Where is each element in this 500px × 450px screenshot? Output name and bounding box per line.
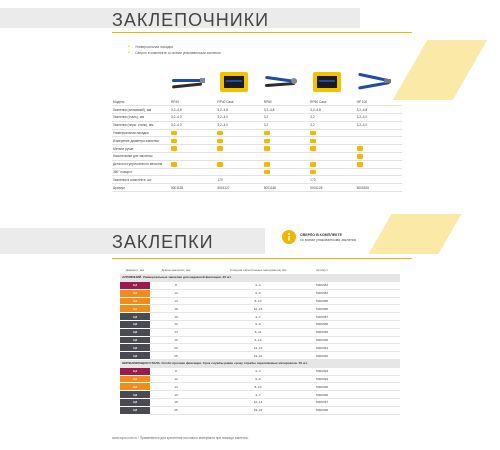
rivet-thickness: 19–22: [202, 406, 314, 414]
feature-yes-marker-icon: [217, 146, 223, 151]
feature-item: • Сверло в комплекте со всеми упакованными заклепок: [128, 50, 221, 56]
rivet-thickness: 6–9: [202, 321, 314, 329]
spec-row-label: Заклепки (нерж. сталь), мм: [112, 121, 170, 129]
rivet-thickness: 9–12: [202, 336, 314, 344]
rivet-diameter: 4,0: [120, 305, 150, 313]
rivet-length: 18: [150, 305, 202, 313]
spec-feature-cell: [309, 137, 355, 145]
spec-feature-cell: [309, 145, 355, 153]
drill-included-title: СВЕРЛО В КОМПЛЕКТЕ: [300, 233, 343, 237]
rivet-article: 5000390: [314, 336, 400, 344]
riveter-hp100-image: [356, 70, 392, 94]
spec-feature-cell: [216, 168, 262, 176]
rivets-table: [120, 266, 400, 415]
feature-item: • Универсальная насадка: [128, 44, 221, 50]
rivet-diameter: 3,2: [120, 367, 150, 375]
tools-title-rule: [112, 32, 412, 33]
rivet-row: [120, 375, 400, 383]
spec-row-label: 360° поворот: [112, 168, 170, 176]
rivet-length: 10: [150, 391, 202, 399]
rivet-thickness: 12–14: [202, 399, 314, 407]
feature-yes-marker-icon: [171, 162, 177, 167]
rivet-thickness: 2–4: [202, 367, 314, 375]
rivet-row: [120, 391, 400, 399]
rivet-thickness: 6–9: [202, 375, 314, 383]
rivet-diameter: 4,8: [120, 399, 150, 407]
spec-feature-cell: [263, 160, 309, 168]
spec-feature-cell: [263, 145, 309, 153]
rivet-row: [120, 399, 400, 407]
rivet-group-label: НЕРЖАВЕЮЩАЯ СТАЛЬ. Особо прочная фиксация. Срок службы равен сроку службы скрепляемых материалов. 50 шт.: [120, 360, 400, 368]
rivet-article: 5000392: [314, 352, 400, 360]
spec-feature-cell: [309, 129, 355, 137]
feature-yes-marker-icon: [264, 146, 270, 151]
feature-yes-marker-icon: [171, 146, 177, 151]
spec-row-label: Заклепки в комплекте, шт.: [112, 176, 170, 184]
rivet-diameter: 4,8: [120, 344, 150, 352]
rivet-article: 5000397: [314, 399, 400, 407]
rivet-thickness: 6–9: [202, 289, 314, 297]
rivet-length: 12: [150, 289, 202, 297]
spec-row: [112, 137, 402, 145]
rivet-thickness: 8–11: [202, 328, 314, 336]
rivet-row: [120, 282, 400, 290]
rivet-diameter: 4,8: [120, 406, 150, 414]
feature-yes-marker-icon: [310, 139, 316, 144]
spec-row: [112, 98, 402, 106]
rivet-length: 14: [150, 328, 202, 336]
rivet-row: [120, 336, 400, 344]
spec-row-label: Заклепки (алюминий), мм: [112, 106, 170, 114]
spec-value-cell: 3,2–4,8: [309, 106, 355, 114]
rivet-row: [120, 289, 400, 297]
info-badge-icon: [282, 230, 296, 244]
column-header-diameter: Диаметр, мм: [125, 267, 145, 272]
rivet-diameter: 4,0: [120, 297, 150, 305]
feature-yes-marker-icon: [310, 146, 316, 151]
spec-feature-cell: [170, 145, 216, 153]
decorative-stripe: [368, 214, 461, 254]
rivet-diameter: 3,2: [120, 282, 150, 290]
tools-features-list: [128, 44, 221, 56]
riveter-rp40-image: [170, 70, 206, 94]
drill-included-note: [300, 233, 356, 243]
rivet-diameter: 4,0: [120, 375, 150, 383]
rivet-diameter: 4,8: [120, 321, 150, 329]
spec-value-cell: RP40: [170, 98, 216, 106]
rivet-length: 25: [150, 352, 202, 360]
rivet-article: 5000394: [314, 375, 400, 383]
rivet-row: [120, 352, 400, 360]
rivets-title-rule: [112, 258, 412, 259]
rivet-article: 5000388: [314, 321, 400, 329]
spec-value-cell: 3,2–4,0: [170, 114, 216, 122]
rivet-article: 5000398: [314, 406, 400, 414]
rivet-group-header: [120, 360, 400, 368]
rivet-diameter: 4,8: [120, 328, 150, 336]
spec-feature-cell: [216, 153, 262, 161]
feature-yes-marker-icon: [264, 170, 270, 175]
spec-value-cell: 3,2–4,8: [170, 106, 216, 114]
decorative-stripe: [393, 40, 488, 100]
rivet-length: 14: [150, 297, 202, 305]
spec-row: [112, 121, 402, 129]
spec-value-cell: 5001128: [309, 184, 355, 192]
rivet-thickness: 12–15: [202, 305, 314, 313]
riveter-rp60-image: [263, 70, 299, 94]
spec-row-label: Универсальная насадка: [112, 129, 170, 137]
spec-value-cell: 3,2–4,0: [216, 114, 262, 122]
spec-row: [112, 176, 402, 184]
spec-value-cell: 3,2: [263, 121, 309, 129]
spec-value-cell: 3,2–4,0: [170, 121, 216, 129]
spec-row: [112, 145, 402, 153]
feature-yes-marker-icon: [171, 131, 177, 136]
spec-value-cell: 170: [309, 176, 355, 184]
spec-value-cell: 3,2–4,0: [216, 121, 262, 129]
rivet-thickness: 19–22: [202, 352, 314, 360]
rivet-length: 12: [150, 321, 202, 329]
spec-row: [112, 114, 402, 122]
rivet-thickness: 4–7: [202, 313, 314, 321]
tools-section-title: ЗАКЛЕПОЧНИКИ: [112, 10, 270, 30]
rivet-length: 8: [150, 367, 202, 375]
spec-feature-cell: [356, 160, 402, 168]
rivet-thickness: 8–10: [202, 383, 314, 391]
spec-feature-cell: [356, 137, 402, 145]
rivet-group-header: [120, 274, 400, 282]
rivet-row: [120, 297, 400, 305]
footer-note: www.wpro.com.ru / Применяется для крепления листового материала при помощи заклепок.: [112, 436, 249, 440]
spec-value-cell: 5001135: [170, 184, 216, 192]
rivet-thickness: 4–7: [202, 391, 314, 399]
feature-yes-marker-icon: [310, 131, 316, 136]
spec-feature-cell: [356, 153, 402, 161]
spec-value-cell: [170, 176, 216, 184]
spec-value-cell: 3,2–4,8: [216, 106, 262, 114]
spec-value-cell: 3,2: [263, 114, 309, 122]
spec-value-cell: 3,2–4,8: [263, 106, 309, 114]
rivet-length: 8: [150, 282, 202, 290]
spec-row: [112, 106, 402, 114]
feature-yes-marker-icon: [217, 131, 223, 136]
column-header-article: Артикул: [316, 267, 328, 272]
rivet-row: [120, 313, 400, 321]
rivet-article: 5000396: [314, 391, 400, 399]
spec-row: [112, 184, 402, 192]
spec-row-label: Детали из упрочненного металла: [112, 160, 170, 168]
spec-feature-cell: [309, 153, 355, 161]
spec-row: [112, 153, 402, 161]
rivet-article: 5000395: [314, 383, 400, 391]
spec-value-cell: HP 100: [356, 98, 402, 106]
spec-row-label: Артикул: [112, 184, 170, 192]
spec-feature-cell: [263, 129, 309, 137]
feature-yes-marker-icon: [310, 162, 316, 167]
spec-value-cell: 3,2: [309, 121, 355, 129]
rivet-article: 5000384: [314, 289, 400, 297]
spec-feature-cell: [309, 160, 355, 168]
rivet-length: 18: [150, 399, 202, 407]
rivet-row: [120, 328, 400, 336]
feature-yes-marker-icon: [217, 139, 223, 144]
rivet-length: 20: [150, 344, 202, 352]
rivet-diameter: 4,8: [120, 352, 150, 360]
spec-value-cell: 3,2–4,8: [356, 106, 402, 114]
spec-feature-cell: [216, 145, 262, 153]
spec-value-cell: 3,2: [309, 114, 355, 122]
spec-row: [112, 168, 402, 176]
spec-feature-cell: [170, 168, 216, 176]
rivets-section-title: ЗАКЛЕПКИ: [112, 232, 214, 252]
rivet-row: [120, 344, 400, 352]
spec-row: [112, 129, 402, 137]
rivet-thickness: 8–10: [202, 297, 314, 305]
spec-feature-cell: [356, 129, 402, 137]
rivet-thickness: 14–16: [202, 344, 314, 352]
rivet-article: 5000387: [314, 313, 400, 321]
spec-feature-cell: [216, 137, 262, 145]
spec-row-label: Заклепки (сталь), мм: [112, 114, 170, 122]
rivet-row: [120, 305, 400, 313]
column-header-length: Длина заклепки, мм: [161, 267, 191, 272]
spec-feature-cell: [263, 168, 309, 176]
rivet-row: [120, 383, 400, 391]
spec-row-label: Наконечники для заклепок: [112, 153, 170, 161]
spec-feature-cell: [170, 160, 216, 168]
drill-included-subtitle: со всеми упакованными заклепок: [300, 238, 357, 242]
rivets-table-header: [120, 266, 400, 274]
spec-feature-cell: [263, 153, 309, 161]
spec-value-cell: RP40 Case: [216, 98, 262, 106]
riveter-rp60-case-image: [309, 70, 345, 94]
feature-yes-marker-icon: [357, 146, 363, 151]
feature-yes-marker-icon: [357, 154, 363, 159]
spec-feature-cell: [263, 137, 309, 145]
spec-value-cell: [263, 176, 309, 184]
tools-spec-table: [112, 98, 402, 192]
tool-images: [170, 70, 400, 96]
rivet-length: 12: [150, 375, 202, 383]
spec-row-label: Модель: [112, 98, 170, 106]
spec-value-cell: 3,2–4,0: [356, 114, 402, 122]
feature-yes-marker-icon: [171, 139, 177, 144]
feature-yes-marker-icon: [310, 170, 316, 175]
rivet-length: 16: [150, 336, 202, 344]
column-header-thickness: Толщина скрепляемых материалов, мм: [229, 267, 287, 272]
rivet-article: 5000389: [314, 328, 400, 336]
spec-feature-cell: [356, 145, 402, 153]
rivet-article: 5000383: [314, 282, 400, 290]
feature-yes-marker-icon: [357, 162, 363, 167]
riveter-rp40-case-image: [216, 70, 252, 94]
spec-value-cell: 5001127: [216, 184, 262, 192]
spec-feature-cell: [216, 129, 262, 137]
spec-value-cell: 3,2–4,0: [356, 121, 402, 129]
spec-value-cell: [356, 176, 402, 184]
spec-value-cell: 5001148: [263, 184, 309, 192]
rivet-row: [120, 321, 400, 329]
spec-row: [112, 160, 402, 168]
spec-feature-cell: [170, 129, 216, 137]
rivet-length: 10: [150, 313, 202, 321]
spec-value-cell: 5000526: [356, 184, 402, 192]
rivet-length: 14: [150, 383, 202, 391]
spec-value-cell: 170: [216, 176, 262, 184]
rivet-diameter: 4,8: [120, 391, 150, 399]
feature-yes-marker-icon: [264, 139, 270, 144]
spec-value-cell: RP60: [263, 98, 309, 106]
spec-value-cell: RP60 Case: [309, 98, 355, 106]
spec-feature-cell: [356, 168, 402, 176]
spec-feature-cell: [309, 168, 355, 176]
rivet-article: 5000386: [314, 305, 400, 313]
rivet-thickness: 2–4: [202, 282, 314, 290]
rivet-diameter: 4,0: [120, 289, 150, 297]
rivet-row: [120, 406, 400, 414]
rivet-length: 25: [150, 406, 202, 414]
rivet-group-label: АЛЮМИНИЙ. Универсальные заклепки для надежной фиксации. 20 шт.: [120, 274, 400, 282]
rivet-diameter: 4,0: [120, 383, 150, 391]
spec-feature-cell: [170, 153, 216, 161]
rivet-article: 5000393: [314, 367, 400, 375]
spec-feature-cell: [170, 137, 216, 145]
rivet-article: 5000391: [314, 344, 400, 352]
feature-yes-marker-icon: [264, 131, 270, 136]
feature-yes-marker-icon: [264, 162, 270, 167]
spec-feature-cell: [216, 160, 262, 168]
rivet-diameter: 4,8: [120, 336, 150, 344]
spec-row-label: Измерение диаметра заклепки: [112, 137, 170, 145]
rivet-row: [120, 367, 400, 375]
rivet-article: 5000385: [314, 297, 400, 305]
feature-yes-marker-icon: [217, 162, 223, 167]
spec-row-label: Металл ручки: [112, 145, 170, 153]
rivet-diameter: 4,8: [120, 313, 150, 321]
